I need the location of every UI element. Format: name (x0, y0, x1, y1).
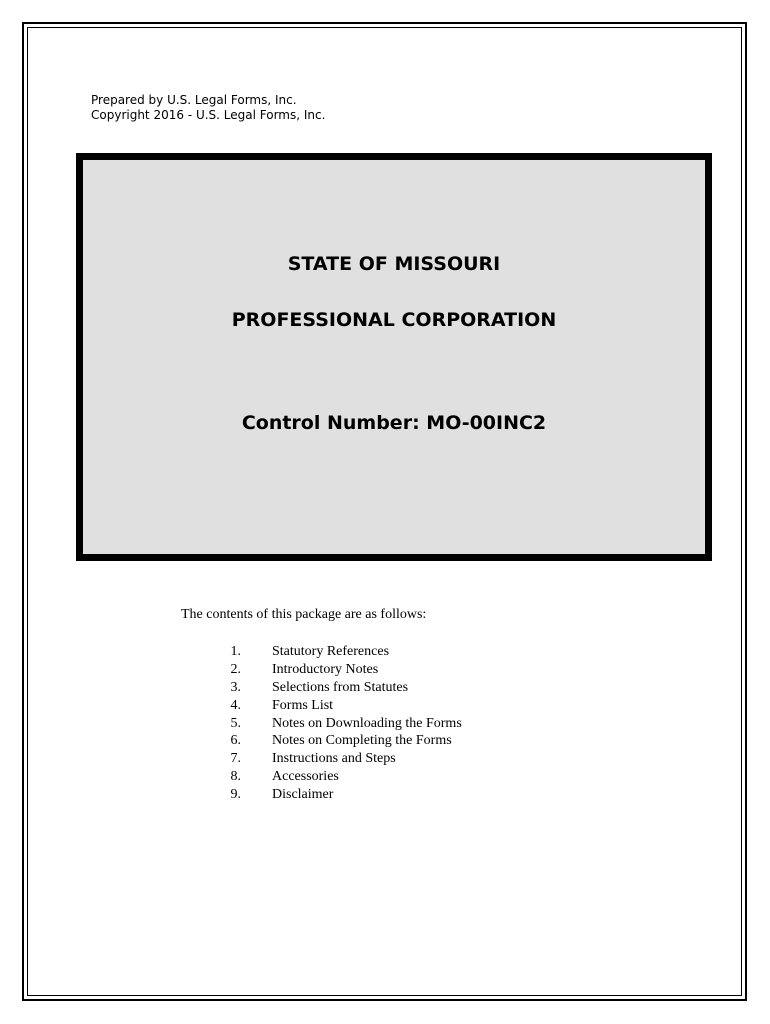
list-item (181, 697, 462, 715)
item-label: Notes on Downloading the Forms (272, 715, 462, 731)
list-item (181, 768, 462, 786)
item-label: Accessories (272, 769, 339, 785)
prepared-by-line: Prepared by U.S. Legal Forms, Inc. (91, 93, 297, 107)
item-number: 7. (230, 751, 241, 767)
item-number: 3. (230, 679, 241, 695)
item-number: 8. (230, 769, 241, 785)
item-number: 5. (230, 715, 241, 731)
item-number: 2. (230, 661, 241, 677)
item-label: Statutory References (272, 644, 390, 659)
copyright-line: Copyright 2016 - U.S. Legal Forms, Inc. (91, 108, 326, 122)
item-number: 1. (230, 644, 241, 659)
contents-intro: The contents of this package are as follows: (181, 607, 427, 622)
item-label: Instructions and Steps (272, 751, 396, 767)
item-label: Forms List (272, 697, 334, 713)
list-item (181, 750, 462, 768)
list-item (181, 643, 462, 661)
entity-title: PROFESSIONAL CORPORATION (231, 309, 557, 331)
state-title: STATE OF MISSOURI (287, 253, 501, 275)
preparer-info (91, 93, 325, 123)
item-number: 9. (230, 787, 241, 803)
list-item (181, 732, 462, 750)
item-number: 6. (230, 733, 241, 749)
control-number: Control Number: MO-00INC2 (241, 412, 547, 434)
item-label: Selections from Statutes (272, 679, 409, 695)
list-item (181, 679, 462, 697)
item-label: Disclaimer (272, 787, 334, 803)
list-item (181, 786, 462, 804)
list-item (181, 661, 462, 679)
title-box (76, 153, 712, 561)
item-label: Introductory Notes (272, 661, 379, 677)
item-label: Notes on Completing the Forms (272, 733, 452, 749)
list-item (181, 715, 462, 733)
item-number: 4. (230, 697, 241, 713)
contents-list (181, 643, 462, 804)
